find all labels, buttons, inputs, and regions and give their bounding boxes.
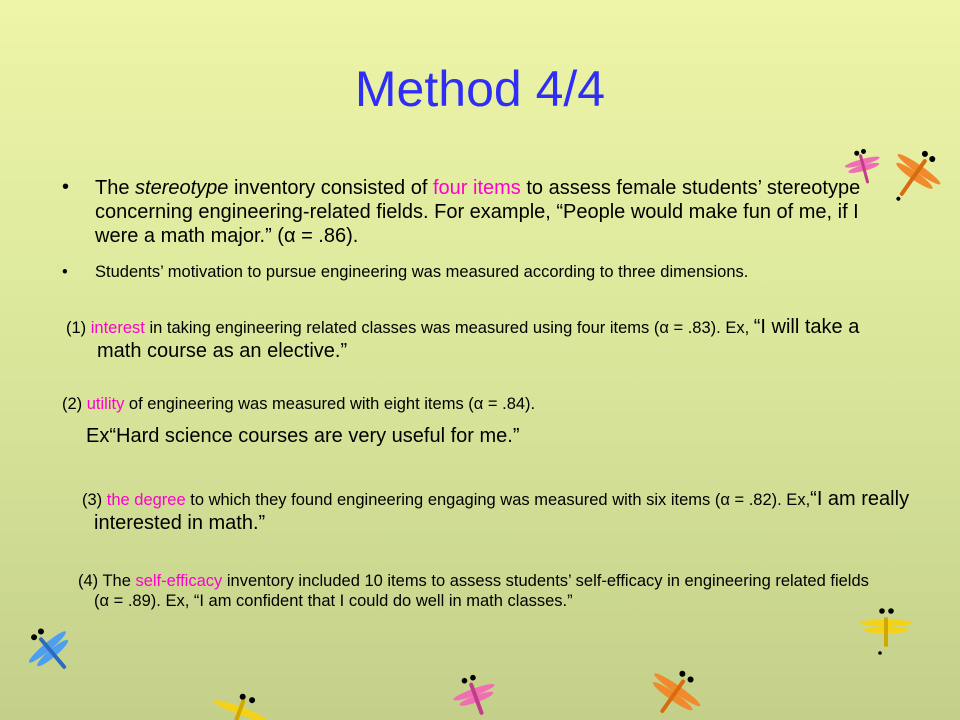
stereotype-paragraph: The stereotype inventory consisted of four items to assess female students’ stereotype concerning engineering-related fields. For example, “People would make fun of me, if I were a math major.” (α = .86). (95, 177, 861, 247)
dragonfly-icon (640, 665, 710, 720)
dragonfly-icon (450, 670, 500, 720)
interest-keyword: interest (90, 319, 145, 337)
bullet-marker: • (62, 263, 68, 281)
engagement-quote: “I am really interested in math.” (94, 488, 910, 534)
dragonfly-icon (843, 140, 883, 190)
utility-example: Ex“Hard science courses are very useful for me.” (86, 425, 520, 447)
stereotype-word: stereotype (135, 177, 229, 199)
utility-paragraph: (2) utility of engineering was measured with eight items (α = .84). (62, 395, 536, 413)
dragonfly-icon (885, 140, 945, 210)
slide-title: Method 4/4 (354, 61, 606, 117)
degree-keyword: the degree (106, 491, 186, 509)
dragonfly-icon (20, 620, 80, 680)
utility-keyword: utility (86, 395, 125, 413)
interest-paragraph: (1) interest in taking engineering related classes was measured using four items (α = .83). Ex, “I will take a math course as an elective.” (66, 316, 860, 362)
bullet-marker: • (62, 176, 70, 198)
motivation-paragraph: Students’ motivation to pursue engineering was measured according to three dimensions. (95, 263, 749, 281)
dragonfly-icon (858, 605, 914, 660)
interest-quote: “I will take a math course as an elective.” (97, 316, 860, 362)
self-efficacy-paragraph: (4) The self-efficacy inventory included 10 items to assess students’ self-efficacy in engineering related fields (α = .89). Ex, “I am confident that I could do well in math classes.” (78, 572, 869, 610)
engagement-paragraph: (3) the degree to which they found engineering engaging was measured with six items (α = .82). Ex,“I am really interested in math.” (82, 488, 910, 534)
self-efficacy-keyword: self-efficacy (135, 572, 223, 590)
four-items-highlight: four items (432, 177, 521, 199)
dragonfly-icon (210, 690, 280, 720)
